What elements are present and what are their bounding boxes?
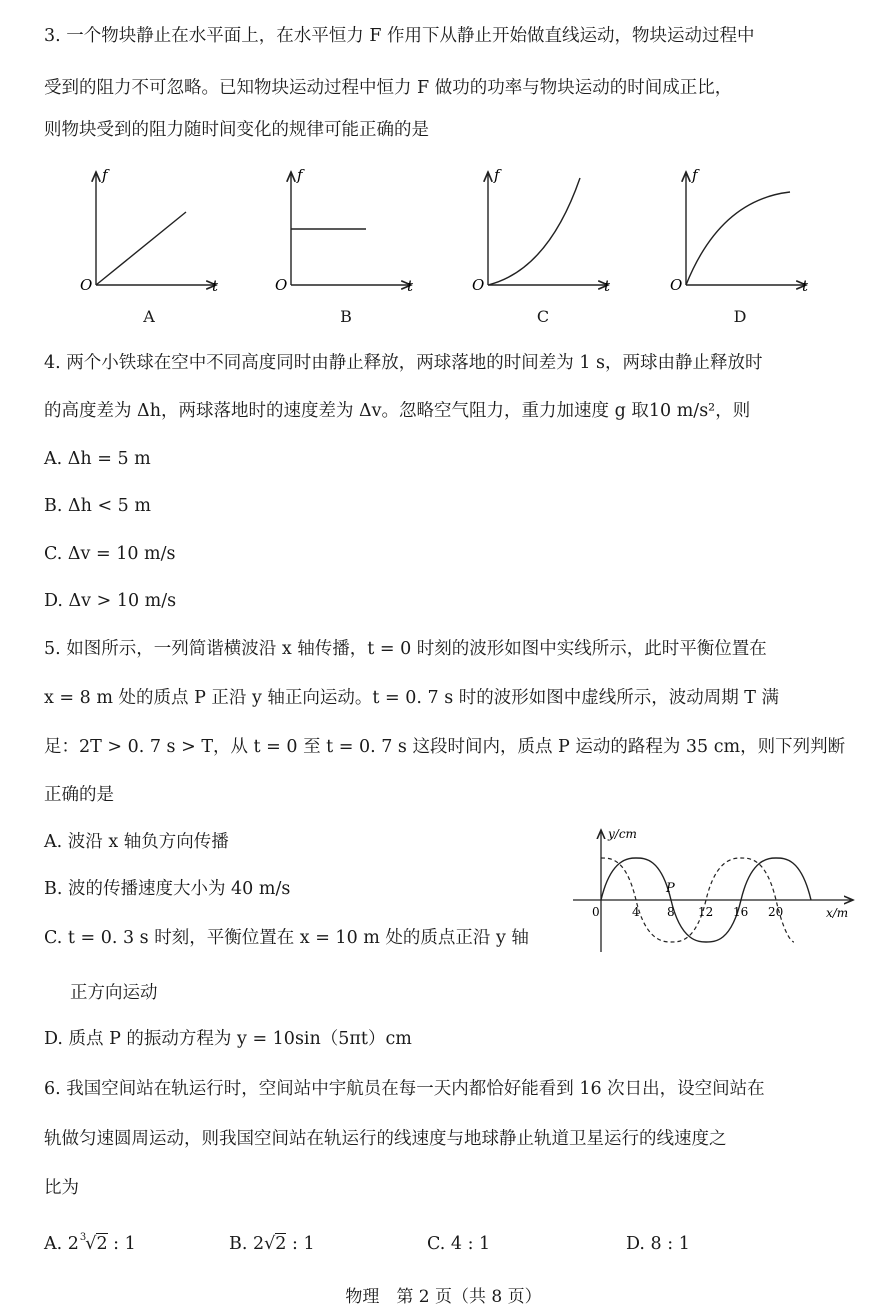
- radical-sign-icon: √: [85, 1234, 97, 1254]
- q6-option-b-radicand: 2: [275, 1234, 287, 1254]
- graph-a-curve: [96, 212, 186, 285]
- graph-a-label: A: [143, 307, 155, 326]
- q6-option-a-root-index: 3: [79, 1232, 87, 1244]
- wave-tick-4: 4: [632, 905, 640, 919]
- q6-option-b-prefix: B. 2: [229, 1234, 265, 1254]
- q4-line-2: 的高度差为 Δh，两球落地时的速度差为 Δv。忽略空气阻力，重力加速度 g 取10 m/s²，则: [44, 401, 751, 421]
- q5-option-c: C. t = 0. 3 s 时刻，平衡位置在 x = 10 m 处的质点正沿 y 轴: [44, 928, 529, 948]
- q6-line-3: 比为: [44, 1178, 79, 1198]
- graph-c-curve: [488, 178, 580, 285]
- wave-tick-8: 8: [667, 905, 675, 919]
- q3-graphs: [0, 160, 887, 300]
- q6-option-a-radicand: 2: [96, 1234, 108, 1254]
- graph-b-axis-y: f: [297, 166, 303, 184]
- q5-option-c-cont: 正方向运动: [70, 983, 158, 1003]
- q5-line-1: 5. 如图所示，一列简谐横波沿 x 轴传播，t = 0 时刻的波形如图中实线所示，此时平衡位置在: [44, 639, 767, 659]
- q4-option-b: B. Δh < 5 m: [44, 496, 151, 516]
- q3-line-2: 受到的阻力不可忽略。已知物块运动过程中恒力 F 做功的功率与物块运动的时间成正比，: [44, 78, 733, 98]
- q6-option-a-suffix: : 1: [107, 1234, 136, 1254]
- q6-option-b: [229, 1234, 315, 1254]
- q5-line-2: x = 8 m 处的质点 P 正沿 y 轴正向运动。t = 0. 7 s 时的波形如图中虚线所示，波动周期 T 满: [44, 688, 780, 708]
- graph-d-axis-y: f: [692, 166, 698, 184]
- q4-option-c: C. Δv = 10 m/s: [44, 544, 176, 564]
- wave-x-label: x/m: [826, 906, 849, 920]
- radical-sign-icon: √: [264, 1234, 276, 1254]
- q6-option-b-suffix: : 1: [286, 1234, 315, 1254]
- graph-b: [275, 166, 414, 295]
- wave-tick-12: 12: [698, 905, 714, 919]
- graph-a-axis-y: f: [102, 166, 108, 184]
- graph-a: [80, 166, 219, 295]
- graph-d: [670, 166, 809, 295]
- q4-option-d: D. Δv > 10 m/s: [44, 591, 177, 611]
- wave-tick-20: 20: [768, 905, 784, 919]
- q6-option-c: C. 4 : 1: [427, 1234, 491, 1254]
- graph-a-origin: O: [80, 276, 93, 294]
- q5-line-3: 足：2T > 0. 7 s > T，从 t = 0 至 t = 0. 7 s 这段时间内，质点 P 运动的路程为 35 cm，则下列判断: [44, 737, 846, 757]
- q3-line-1: 3. 一个物块静止在水平面上，在水平恒力 F 作用下从静止开始做直线运动，物块运动过程中: [44, 26, 755, 46]
- q5-line-4: 正确的是: [44, 785, 114, 805]
- graph-d-axis-x: t: [802, 277, 809, 295]
- graph-c: [472, 166, 611, 295]
- graph-c-label: C: [536, 307, 550, 326]
- q5-option-a: A. 波沿 x 轴负方向传播: [44, 832, 229, 852]
- wave-tick-16: 16: [733, 905, 749, 919]
- q6-option-a: [44, 1234, 136, 1254]
- q3-line-3: 则物块受到的阻力随时间变化的规律可能正确的是: [44, 120, 429, 140]
- q4-line-1: 4. 两个小铁球在空中不同高度同时由静止释放，两球落地的时间差为 1 s，两球由静止释放时: [44, 353, 763, 373]
- graph-b-label: B: [340, 307, 352, 326]
- q5-option-b: B. 波的传播速度大小为 40 m/s: [44, 879, 291, 899]
- page-footer: 物理 第 2 页（共 8 页）: [345, 1287, 542, 1307]
- q6-option-a-prefix: A. 2: [44, 1234, 79, 1254]
- graph-c-axis-x: t: [604, 277, 611, 295]
- graph-d-origin: O: [670, 276, 683, 294]
- q5-option-d: D. 质点 P 的振动方程为 y = 10sin（5πt）cm: [44, 1029, 412, 1049]
- graph-a-axis-x: t: [212, 277, 219, 295]
- q6-line-1: 6. 我国空间站在轨运行时，空间站中宇航员在每一天内都恰好能看到 16 次日出，设空间站在: [44, 1079, 765, 1099]
- graph-c-origin: O: [472, 276, 485, 294]
- graph-c-axis-y: f: [494, 166, 500, 184]
- q5-wave-figure: [568, 820, 858, 955]
- wave-tick-0: 0: [592, 905, 600, 919]
- graph-b-origin: O: [275, 276, 288, 294]
- q6-option-d: D. 8 : 1: [626, 1234, 690, 1254]
- graph-d-curve: [686, 192, 790, 285]
- q6-line-2: 轨做匀速圆周运动，则我国空间站在轨运行的线速度与地球静止轨道卫星运行的线速度之: [44, 1129, 727, 1149]
- wave-point-p: P: [666, 881, 675, 896]
- q4-option-a: A. Δh = 5 m: [44, 449, 151, 469]
- graph-b-axis-x: t: [407, 277, 414, 295]
- wave-y-label: y/cm: [608, 827, 637, 841]
- graph-d-label: D: [733, 307, 747, 326]
